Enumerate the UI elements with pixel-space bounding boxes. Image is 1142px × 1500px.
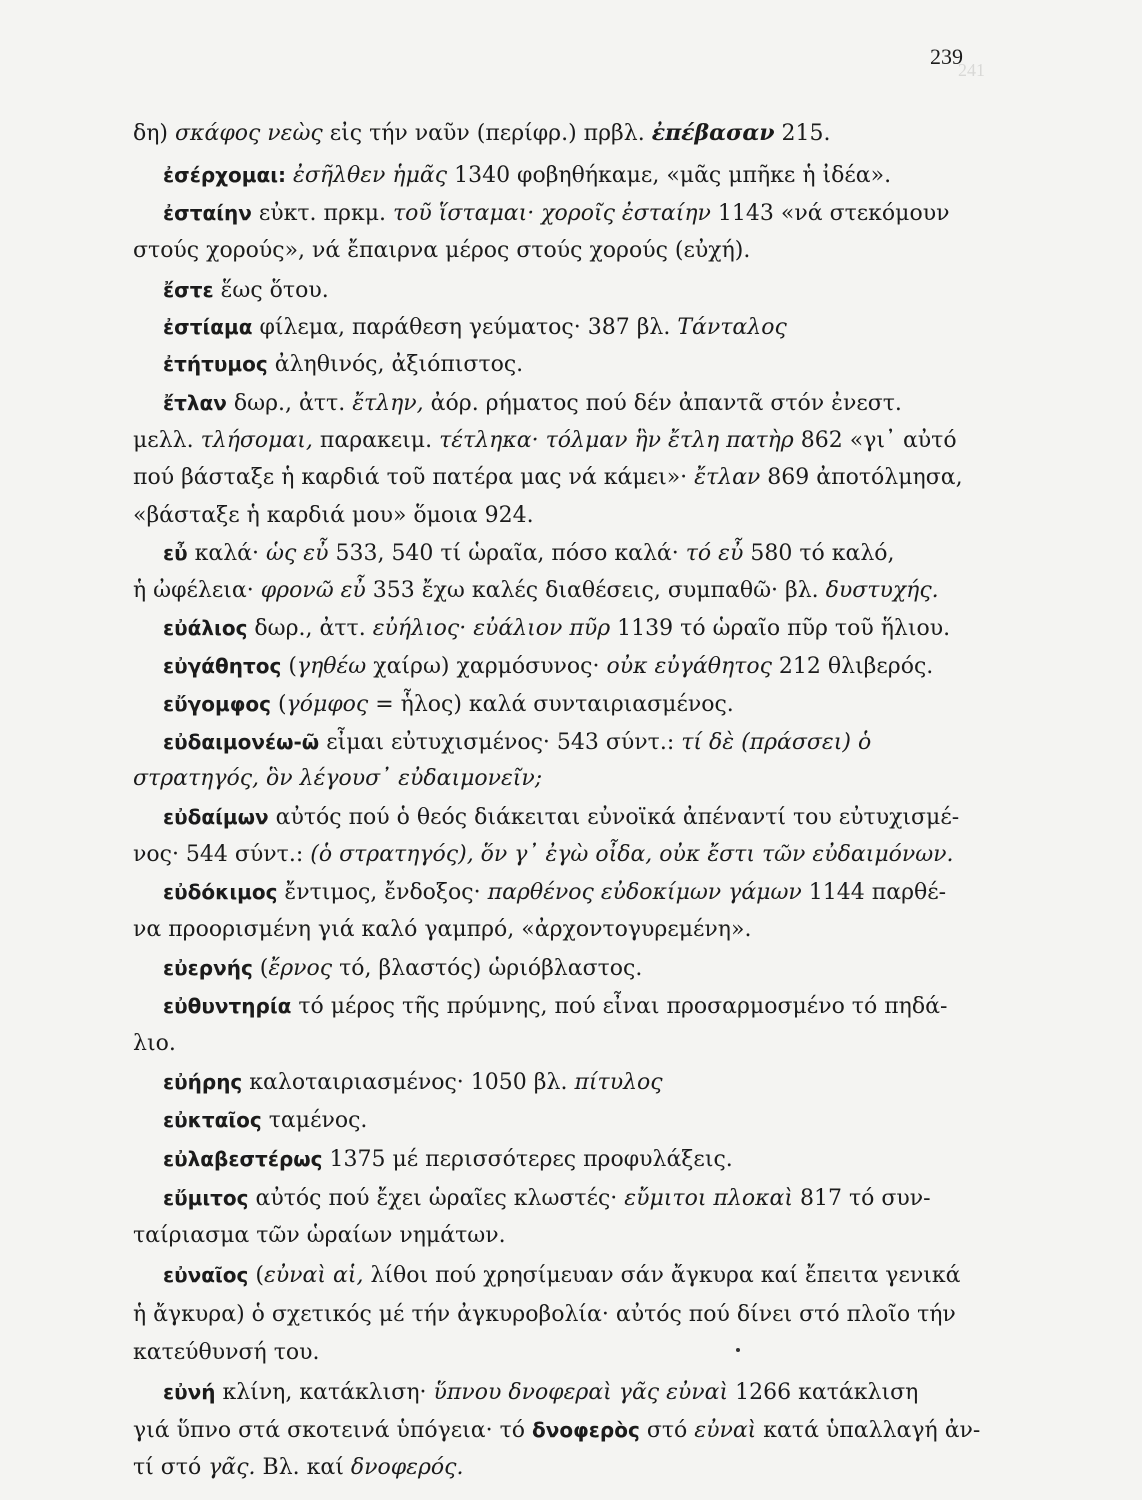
text-segment: 1139 τό ὡραῖο πῦρ τοῦ ἥλιου.	[610, 616, 951, 641]
headword: ἐσταίην	[163, 201, 252, 225]
headword: ἐτήτυμος	[163, 352, 268, 376]
text-segment: ἔτλαν	[694, 465, 761, 490]
text-segment: να προορισμένη γιά καλό γαμπρό, «ἀρχοντογυρεμένη».	[133, 917, 752, 942]
text-segment: δωρ., ἀττ.	[226, 391, 353, 416]
text-segment: γᾶς.	[208, 1455, 256, 1480]
headword: εὐνή	[163, 1380, 216, 1404]
text-line	[163, 1105, 367, 1136]
text-segment: 1266 κατάκλιση	[728, 1380, 919, 1405]
text-segment: αὐτός πού ἔχει ὡραῖες κλωστές·	[248, 1186, 625, 1211]
text-segment: δη)	[133, 121, 176, 146]
headword: εὐναῖος	[163, 1263, 249, 1287]
text-line	[163, 953, 642, 984]
text-segment: «βάσταξε ἡ καρδιά μου» ὅμοια 924.	[133, 503, 534, 528]
text-line	[133, 1300, 956, 1330]
text-segment: δωρ., ἀττ.	[247, 616, 373, 641]
text-segment: ἔντιμος, ἔνδοξος·	[277, 880, 488, 905]
text-segment: ἡ ἄγκυρα) ὁ σχετικός μέ τήν ἀγκυροβολία· αὐτός πού δίνει στό πλοῖο τήν	[133, 1302, 956, 1327]
text-line	[133, 840, 954, 870]
text-line	[163, 689, 734, 720]
text-segment: εὐκτ. πρκμ.	[251, 201, 393, 226]
text-segment: Βλ. καί	[255, 1455, 351, 1480]
text-line	[133, 576, 939, 606]
text-line	[163, 388, 902, 419]
text-line	[133, 501, 534, 531]
text-segment: φρονῶ εὖ	[260, 578, 366, 603]
text-segment: τό, βλαστός) ὡριόβλαστος.	[332, 956, 643, 981]
headword: ἔτλαν	[163, 391, 227, 415]
text-segment: καλοταιριασμένος· 1050 βλ.	[242, 1070, 575, 1095]
text-segment: κλίνη, κατάκλιση·	[215, 1380, 434, 1405]
headword: ἐστίαμα	[163, 315, 253, 339]
text-line	[163, 1377, 918, 1408]
text-segment: αὐτός πού ὁ θεός διάκειται εὐνοϊκά ἀπέναντί του εὐτυχισμέ-	[268, 805, 960, 830]
text-line	[133, 915, 751, 945]
text-line	[163, 651, 933, 682]
text-segment: 353 ἔχω καλές διαθέσεις, συμπαθῶ· βλ.	[365, 578, 826, 603]
text-segment: (	[281, 654, 297, 679]
headword: ἐσέρχομαι:	[163, 163, 287, 187]
text-line	[163, 877, 946, 908]
text-segment: ἔρνος	[268, 956, 333, 981]
text-segment: στρατηγός, ὃν λέγουσ᾽ εὐδαιμονεῖν;	[133, 766, 543, 791]
text-line	[163, 613, 950, 644]
text-segment: οὐκ εὐγάθητος	[606, 654, 772, 679]
text-segment: σκάφος νεὼς	[175, 121, 323, 146]
text-segment: 817 τό συν-	[793, 1186, 931, 1211]
text-segment: 212 θλιβερός.	[771, 654, 934, 679]
text-line	[133, 236, 750, 266]
text-segment: 869 ἀποτόλμησα,	[760, 465, 963, 490]
text-segment: 215.	[774, 121, 831, 146]
text-segment: τλήσομαι,	[200, 428, 313, 453]
text-segment: τοῦ ἵσταμαι· χοροῖς ἐσταίην	[392, 201, 711, 226]
text-segment: γιά ὕπνο στά σκοτεινά ὑπόγεια· τό	[133, 1418, 533, 1443]
text-line	[163, 1144, 733, 1175]
text-segment: 1375 μέ περισσότερες προφυλάξεις.	[322, 1147, 733, 1172]
text-segment: (	[270, 692, 287, 717]
text-line	[163, 538, 895, 569]
bleed-through-page-number: 241	[958, 60, 985, 80]
text-line	[133, 1221, 506, 1251]
text-line	[163, 802, 959, 833]
text-segment: λίθοι πού χρησίμευαν σάν ἄγκυρα καί ἔπειτα γενικά	[363, 1263, 961, 1288]
text-segment: παρθένος εὐδοκίμων γάμων	[487, 880, 802, 905]
text-segment: στούς χορούς», νά ἔπαιρνα μέρος στούς χορούς (εὐχή).	[133, 238, 751, 263]
text-segment: δνοφερός.	[350, 1455, 464, 1480]
headword: εὐερνής	[163, 956, 253, 980]
text-segment: πού βάσταξε ἡ καρδιά τοῦ πατέρα μας νά κάμει»·	[133, 465, 695, 490]
headword: δνοφερὸς	[532, 1418, 640, 1442]
text-segment: ἀόρ. ρήματος πού δέν ἀπαντᾶ στόν ἐνεστ.	[423, 391, 902, 416]
text-segment: 533, 540 τί ὡραῖα, πόσο καλά·	[328, 541, 686, 566]
text-segment: Τάνταλος	[677, 315, 787, 340]
text-line	[133, 1029, 176, 1059]
text-segment: ἀληθινός, ἀξιόπιστος.	[267, 352, 524, 377]
headword: εὐγάθητος	[163, 654, 282, 678]
headword: εὖ	[163, 541, 188, 565]
text-line	[163, 727, 871, 758]
text-segment: ἕως ὅτου.	[213, 278, 329, 303]
text-segment: δυστυχής.	[825, 578, 939, 603]
text-segment	[286, 163, 293, 188]
text-line	[133, 463, 963, 493]
text-segment: ὡς εὖ	[266, 541, 329, 566]
text-segment: εὐναὶ	[694, 1418, 757, 1443]
headword: εὐκταῖος	[163, 1108, 262, 1132]
text-line	[163, 1067, 663, 1098]
text-segment: (	[252, 956, 269, 981]
headword: εὐθυντηρία	[163, 994, 292, 1018]
text-segment: (ὁ στρατηγός), ὅν γ᾽ ἐγὼ οἶδα, οὐκ ἔστι τῶν εὐδαιμόνων.	[310, 842, 954, 867]
text-segment: ἐσῆλθεν ἡμᾶς	[293, 163, 448, 188]
text-segment: εἶμαι εὐτυχισμένος· 543 σύντ.:	[319, 730, 682, 755]
text-segment: (	[248, 1263, 264, 1288]
text-segment: 1340 φοβηθήκαμε, «μᾶς μπῆκε ἡ ἰδέα».	[447, 163, 892, 188]
text-line	[163, 991, 947, 1022]
text-segment: 580 τό καλό,	[743, 541, 895, 566]
text-line	[163, 198, 949, 229]
headword: εὐλαβεστέρως	[163, 1147, 323, 1171]
text-segment: τί δὲ (πράσσει) ὁ	[681, 730, 872, 755]
text-line	[133, 764, 542, 794]
text-segment: 1143 «νά στεκόμουν	[710, 201, 950, 226]
text-segment: 1144 παρθέ-	[801, 880, 947, 905]
text-segment: εὐναὶ αἱ,	[263, 1263, 364, 1288]
text-segment: ὕπνου δνοφεραὶ γᾶς εὐναὶ	[433, 1380, 729, 1405]
text-line	[163, 1260, 960, 1291]
text-segment: κατά ὑπαλλαγή ἀν-	[756, 1418, 981, 1443]
text-segment: ταίριασμα τῶν ὡραίων νημάτων.	[133, 1223, 506, 1248]
text-line	[133, 118, 831, 149]
text-segment: εἰς τήν ναῦν (περίφρ.) πρβλ.	[322, 121, 652, 146]
text-line	[133, 1415, 980, 1446]
text-segment: τί στό	[133, 1455, 209, 1480]
text-segment: 862 «γι᾽ αὐτό	[793, 428, 957, 453]
text-line	[163, 312, 787, 343]
text-segment: τό εὖ	[685, 541, 744, 566]
ink-dot	[736, 1348, 740, 1352]
headword: εὐάλιος	[163, 616, 248, 640]
text-segment: πίτυλος	[574, 1070, 663, 1095]
text-line	[133, 1338, 320, 1368]
headword: εὐδόκιμος	[163, 880, 278, 904]
text-segment: μελλ.	[133, 428, 201, 453]
text-segment: ταμένος.	[261, 1108, 368, 1133]
text-segment: καλά·	[187, 541, 267, 566]
text-segment: παρακειμ.	[312, 428, 440, 453]
text-line	[163, 275, 329, 306]
text-line	[163, 1183, 931, 1214]
headword: εὐδαίμων	[163, 805, 269, 829]
text-segment: τό μέρος τῆς πρύμνης, πού εἶναι προσαρμοσμένο τό πηδά-	[291, 994, 948, 1019]
headword: ἔστε	[163, 278, 214, 302]
text-segment: εὔμιτοι πλοκαὶ	[624, 1186, 793, 1211]
text-line	[163, 349, 523, 380]
text-segment: = ἧλος) καλά συνταιριασμένος.	[368, 692, 734, 717]
page-number: 239	[930, 44, 963, 69]
text-segment: τέτληκα· τόλμαν ἣν ἔτλη πατὴρ	[439, 428, 794, 453]
text-segment: ἡ ὠφέλεια·	[133, 578, 261, 603]
text-segment: γηθέω	[296, 654, 367, 679]
headword: εὐδαιμονέω-ῶ	[163, 730, 320, 754]
text-segment: γόμφος	[286, 692, 369, 717]
text-segment: στό	[639, 1418, 695, 1443]
text-segment: νος· 544 σύντ.:	[133, 842, 311, 867]
text-line	[133, 1453, 463, 1483]
headword: εὔγομφος	[163, 692, 271, 716]
headword: εὐήρης	[163, 1070, 243, 1094]
text-line	[163, 160, 891, 191]
text-segment: εὐήλιος· εὐάλιον πῦρ	[372, 616, 611, 641]
text-segment: ἔτλην,	[352, 391, 424, 416]
text-line	[133, 426, 957, 456]
text-segment: ἐπέβασαν	[651, 120, 775, 146]
text-segment: φίλεμα, παράθεση γεύματος· 387 βλ.	[252, 315, 678, 340]
headword: εὔμιτος	[163, 1186, 249, 1210]
text-segment: λιο.	[133, 1031, 176, 1056]
text-segment: χαίρω) χαρμόσυνος·	[366, 654, 607, 679]
text-segment: κατεύθυνσή του.	[133, 1340, 320, 1365]
